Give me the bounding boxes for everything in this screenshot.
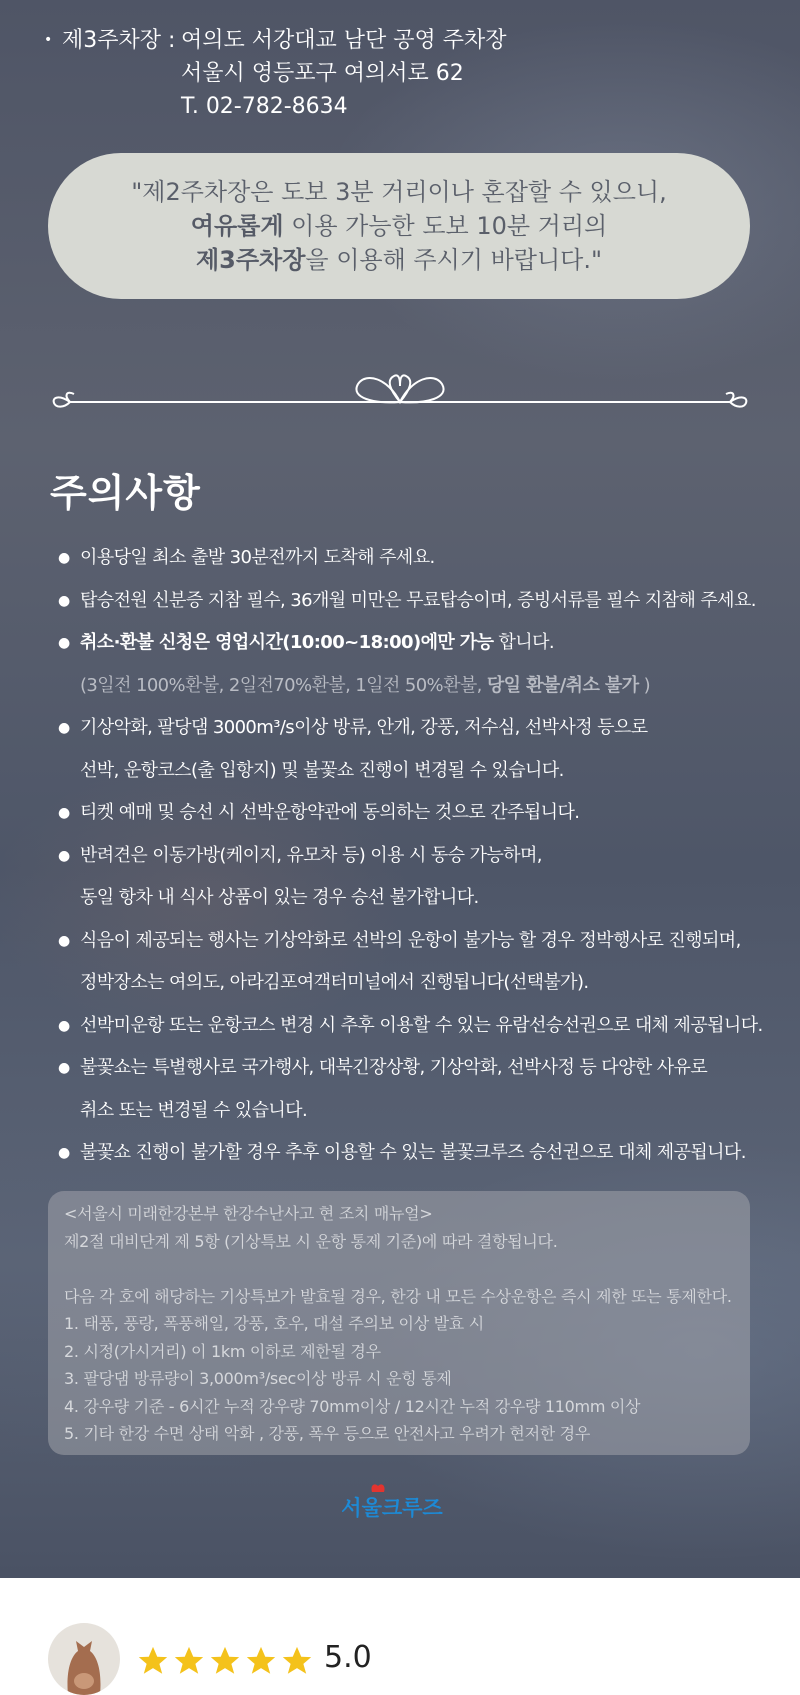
seoul-cruise-logo bbox=[336, 1478, 448, 1522]
bullet-icon: ● bbox=[58, 1060, 70, 1076]
rating-score: 5.0 bbox=[324, 1640, 372, 1675]
bullet-icon: ● bbox=[58, 550, 70, 566]
list-item: ● 불꽃쇼 진행이 불가할 경우 추후 이용할 수 있는 불꽃크루즈 승선권으로 대체 제공됩니다. bbox=[58, 1132, 770, 1175]
manual-line: 3. 팔당댐 방류량이 3,000m³/sec이상 방류 시 운힝 통제 bbox=[64, 1369, 452, 1388]
bullet-icon: ● bbox=[58, 635, 70, 651]
manual-line: 다음 각 호에 해당하는 기상특보가 발효될 경우, 한강 내 모든 수상운항은 즉시 제한 또는 통제한다. bbox=[64, 1286, 732, 1306]
quote-line-3: 제3주차장을 이용해 주시기 바랍니다." bbox=[195, 246, 602, 274]
rating-stars bbox=[136, 1644, 314, 1678]
list-item-continued: 정박장소는 여의도, 아라김포여객터미널에서 진행됩니다(선택불가). bbox=[80, 972, 589, 993]
bullet-icon: ● bbox=[58, 847, 70, 864]
list-item: ● 이용당일 최소 출발 30분전까지 도착해 주세요. bbox=[58, 537, 770, 580]
quote-emphasis-2: 제3주차장 bbox=[195, 246, 306, 274]
bullet-icon: ● bbox=[58, 592, 70, 609]
manual-line: 5. 기타 한강 수면 상태 악화 , 강풍, 폭우 등으로 안전사고 우려가 현저한 경우 bbox=[64, 1424, 590, 1443]
list-item: ● 취소·환불 신청은 영업시간(10:00~18:00)에만 가능 합니다. bbox=[58, 622, 770, 665]
parking-name: 여의도 서강대교 남단 공영 주차장 bbox=[181, 28, 507, 53]
quote-line-2: 여유롭게 이용 가능한 도보 10분 거리의 bbox=[190, 212, 608, 240]
manual-line: 4. 강우량 기준 - 6시간 누적 강우량 70mm이상 / 12시간 누적 강우량 110mm 이상 bbox=[64, 1396, 641, 1416]
manual-line: 1. 태풍, 풍랑, 폭풍해일, 강풍, 호우, 대설 주의보 이상 발효 시 bbox=[64, 1314, 484, 1333]
bullet-icon: ● bbox=[58, 932, 70, 949]
logo-text: 서울크루즈 bbox=[341, 1496, 443, 1520]
review-summary bbox=[0, 1578, 800, 1675]
list-item: ● 탑승전원 신분증 지참 필수, 36개월 미만은 무료탑승이며, 증빙서류를 필수 지참해 주세요. bbox=[58, 580, 770, 623]
parking-quote-box bbox=[48, 153, 750, 299]
manual-title: <서울시 미래한강본부 한강수난사고 현 조치 매뉴얼> bbox=[64, 1204, 433, 1223]
avatar bbox=[48, 1623, 120, 1695]
parking-address: 서울시 영등포구 여의서로 62 bbox=[181, 61, 464, 86]
manual-line: 제2절 대비단계 제 5항 (기상특보 시 운항 통제 기준)에 따라 결항됩니다. bbox=[64, 1231, 558, 1251]
list-item: ● 선박미운항 또는 운항코스 변경 시 추후 이용할 수 있는 유람선승선권으로 대체 제공됩니다. bbox=[58, 1005, 770, 1048]
bullet-icon: ● bbox=[58, 1017, 70, 1034]
notice-title: 주의사항 bbox=[50, 471, 201, 515]
parking-phone: T. 02-782-8634 bbox=[181, 94, 348, 119]
safety-manual-box bbox=[48, 1191, 750, 1455]
manual-line: 2. 시정(가시거리) 이 1km 이하로 제한될 경우 bbox=[64, 1341, 381, 1361]
bullet-icon: • bbox=[44, 32, 53, 48]
star-icon bbox=[172, 1644, 206, 1678]
list-item-continued: 동일 항차 내 식사 상품이 있는 경우 승선 불가합니다. bbox=[80, 887, 479, 908]
bullet-icon: ● bbox=[58, 1145, 70, 1161]
list-item: ● 불꽃쇼는 특별행사로 국가행사, 대북긴장상황, 기상악화, 선박사정 등 다양한 사유로 bbox=[58, 1047, 770, 1090]
star-icon bbox=[136, 1644, 170, 1678]
refund-policy-emphasis: 취소·환불 신청은 영업시간(10:00~18:00)에만 가능 bbox=[80, 632, 494, 653]
list-item: ● 식음이 제공되는 행사는 기상악화로 선박의 운항이 불가능 할 경우 정박행사로 진행되며, bbox=[58, 920, 770, 963]
list-item: ● 티켓 예매 및 승선 시 선박운항약관에 동의하는 것으로 간주됩니다. bbox=[58, 792, 770, 835]
bullet-icon: ● bbox=[58, 720, 70, 736]
quote-emphasis-1: 여유롭게 bbox=[190, 212, 284, 240]
quote-line-1: "제2주차장은 도보 3분 거리이나 혼잡할 수 있으니, bbox=[131, 178, 667, 206]
list-item: ● 반려견은 이동가방(케이지, 유모차 등) 이용 시 동승 가능하며, bbox=[58, 835, 770, 878]
notice-list bbox=[58, 537, 770, 1175]
list-item: ● 기상악화, 팔당댐 3000m³/s이상 방류, 안개, 강풍, 저수심, 선박사정 등으로 bbox=[58, 707, 770, 750]
star-icon bbox=[208, 1644, 242, 1678]
list-item-continued: 선박, 운항코스(출 입항지) 및 불꽃쇼 진행이 변경될 수 있습니다. bbox=[80, 759, 564, 781]
star-icon bbox=[244, 1644, 278, 1678]
horse-avatar-icon bbox=[48, 1623, 120, 1695]
list-item-continued: 취소 또는 변경될 수 있습니다. bbox=[80, 1099, 308, 1121]
parking-label: 제3주차장 : bbox=[62, 28, 176, 53]
logo-mark-icon bbox=[336, 1478, 448, 1522]
refund-detail: (3일전 100%환불, 2일전70%환불, 1일전 50%환불, 당일 환불/취소 불가 ) bbox=[80, 674, 651, 696]
bullet-icon: ● bbox=[58, 805, 70, 821]
ornament-divider bbox=[48, 362, 752, 422]
star-icon bbox=[280, 1644, 314, 1678]
